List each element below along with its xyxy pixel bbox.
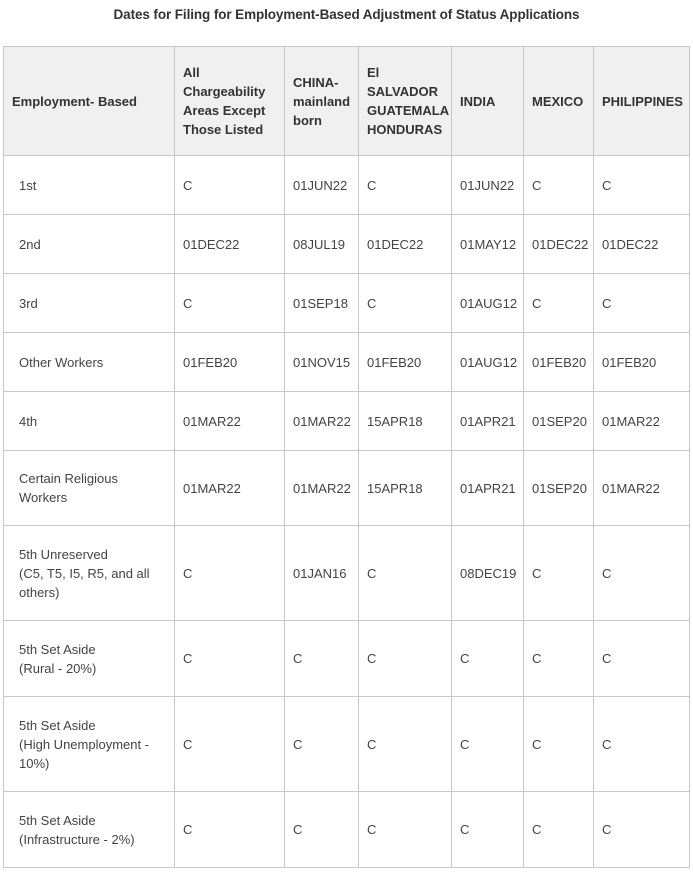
table-cell: C: [594, 156, 690, 215]
table-cell: 01FEB20: [524, 333, 594, 392]
column-header-label: CHINA- mainland born: [293, 74, 351, 128]
table-row: [4, 392, 690, 451]
row-category: [4, 621, 175, 697]
table-cell: 01JUN22: [285, 156, 359, 215]
row-category-label: 4th: [19, 413, 38, 429]
row-category: [4, 215, 175, 274]
table-cell: C: [452, 792, 524, 868]
table-cell: 01SEP20: [524, 392, 594, 451]
row-category: [4, 526, 175, 621]
row-category-label: 1st: [19, 177, 37, 193]
table-cell: C: [452, 621, 524, 697]
table-cell: 01DEC22: [594, 215, 690, 274]
table-cell: 01DEC22: [524, 215, 594, 274]
table-caption: Dates for Filing for Employment-Based Adjustment of Status Applications: [113, 7, 580, 22]
row-category: [4, 451, 175, 526]
table-cell: 01JUN22: [452, 156, 524, 215]
column-header-label: INDIA: [460, 93, 496, 109]
table-body: [4, 156, 690, 868]
column-header-employment-based: [4, 47, 175, 156]
column-header-label: PHILIPPINES: [602, 93, 683, 109]
table-cell: 01MAR22: [285, 451, 359, 526]
table-cell: 08JUL19: [285, 215, 359, 274]
visa-bulletin-table: [3, 46, 690, 868]
table-cell: C: [285, 792, 359, 868]
column-header-philippines: [594, 47, 690, 156]
table-cell: C: [285, 697, 359, 792]
table-cell: C: [524, 792, 594, 868]
table-cell: 01APR21: [452, 451, 524, 526]
table-cell: 08DEC19: [452, 526, 524, 621]
table-cell: 01FEB20: [359, 333, 452, 392]
table-cell: C: [359, 792, 452, 868]
row-category: [4, 792, 175, 868]
row-category-label: Certain Religious Workers: [19, 471, 118, 505]
table-cell: 01DEC22: [359, 215, 452, 274]
table-cell: 01MAR22: [285, 392, 359, 451]
table-row: [4, 526, 690, 621]
table-cell: C: [175, 621, 285, 697]
table-cell: C: [524, 697, 594, 792]
table-cell: C: [359, 697, 452, 792]
table-cell: C: [524, 526, 594, 621]
table-cell: 01SEP20: [524, 451, 594, 526]
table-cell: C: [524, 274, 594, 333]
table-row: [4, 697, 690, 792]
table-cell: C: [359, 526, 452, 621]
table-cell: 01MAR22: [175, 451, 285, 526]
table-cell: C: [594, 526, 690, 621]
table-cell: 01DEC22: [175, 215, 285, 274]
table-cell: 15APR18: [359, 392, 452, 451]
table-cell: 01MAR22: [175, 392, 285, 451]
table-row: [4, 333, 690, 392]
column-header-label: All Chargeability Areas Except Those Listed: [183, 65, 266, 137]
header-row: [4, 47, 690, 156]
table-cell: C: [524, 156, 594, 215]
row-category-label: Other Workers: [19, 354, 104, 370]
table-cell: 01FEB20: [175, 333, 285, 392]
table-cell: 01AUG12: [452, 333, 524, 392]
table-cell: C: [524, 621, 594, 697]
row-category-label: 5th Set Aside (Infrastructure - 2%): [19, 812, 135, 847]
table-cell: 01SEP18: [285, 274, 359, 333]
column-header-el-salvador-guatemala-honduras: [359, 47, 452, 156]
column-header-label: MEXICO: [532, 93, 584, 109]
table-row: [4, 621, 690, 697]
table-cell: C: [285, 621, 359, 697]
row-category: [4, 156, 175, 215]
table-cell: 15APR18: [359, 451, 452, 526]
row-category-label: 5th Set Aside (High Unemployment - 10%): [19, 717, 150, 771]
table-cell: C: [594, 274, 690, 333]
table-cell: 01JAN16: [285, 526, 359, 621]
column-header-label: El SALVADOR GUATEMALA HONDURAS: [367, 65, 450, 137]
column-header-india: [452, 47, 524, 156]
table-cell: 01AUG12: [452, 274, 524, 333]
row-category-label: 2nd: [19, 236, 41, 252]
table-cell: 01MAR22: [594, 451, 690, 526]
table-cell: C: [594, 792, 690, 868]
table-cell: C: [359, 621, 452, 697]
table-cell: C: [175, 274, 285, 333]
table-cell: 01FEB20: [594, 333, 690, 392]
row-category: [4, 392, 175, 451]
table-cell: 01MAY12: [452, 215, 524, 274]
table-row: [4, 274, 690, 333]
column-header-all-chargeability: [175, 47, 285, 156]
table-row: [4, 215, 690, 274]
table-row: [4, 156, 690, 215]
table-cell: 01APR21: [452, 392, 524, 451]
table-cell: C: [594, 697, 690, 792]
row-category-label: 5th Unreserved (C5, T5, I5, R5, and all others): [19, 546, 150, 600]
table-cell: C: [175, 792, 285, 868]
column-header-label: Employment- Based: [12, 93, 137, 109]
row-category-label: 3rd: [19, 295, 38, 311]
table-cell: 01NOV15: [285, 333, 359, 392]
table-cell: 01MAR22: [594, 392, 690, 451]
table-header: [4, 47, 690, 156]
column-header-china: [285, 47, 359, 156]
table-cell: C: [594, 621, 690, 697]
table-cell: C: [359, 156, 452, 215]
table-row: [4, 451, 690, 526]
row-category: [4, 274, 175, 333]
table-row: [4, 792, 690, 868]
row-category-label: 5th Set Aside (Rural - 20%): [19, 641, 97, 676]
table-cell: C: [175, 526, 285, 621]
table-cell: C: [359, 274, 452, 333]
column-header-mexico: [524, 47, 594, 156]
table-cell: C: [452, 697, 524, 792]
row-category: [4, 697, 175, 792]
table-cell: C: [175, 697, 285, 792]
table-cell: C: [175, 156, 285, 215]
row-category: [4, 333, 175, 392]
